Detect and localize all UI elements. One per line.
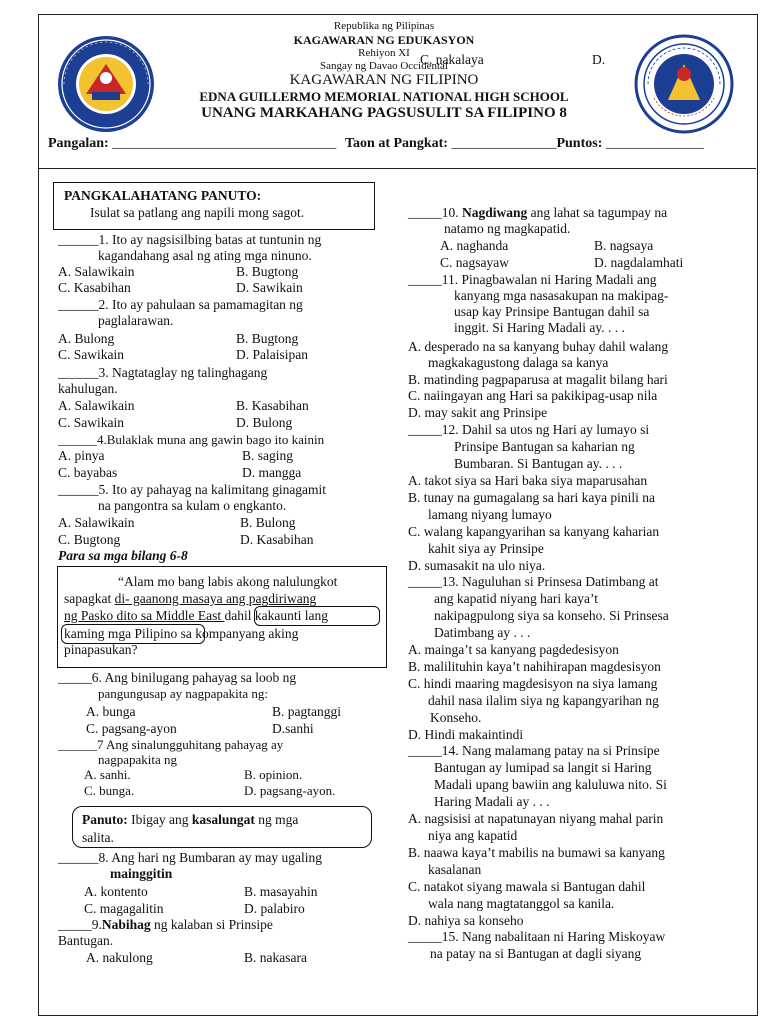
- q6-option-c: C. pagsang-ayon: [86, 721, 177, 736]
- q9-option-a: A. nakulong: [86, 950, 153, 965]
- q10-option-b: B. nagsaya: [594, 238, 654, 253]
- q10-text: ang lahat sa tagumpay na: [527, 205, 668, 220]
- q12-option-c-cont: kahit siya ay Prinsipe: [428, 541, 544, 556]
- passage-line-5: pinapasukan?: [64, 642, 138, 657]
- form-section-field: [345, 136, 704, 152]
- q8-option-c: C. magagalitin: [84, 901, 164, 916]
- q10-stem: [408, 205, 667, 221]
- q2-stem-cont: paglalarawan.: [98, 313, 174, 328]
- section-blank: _______________: [451, 136, 557, 151]
- q14-stem-4: Haring Madali ay . . .: [434, 794, 550, 809]
- q4-option-c: C. bayabas: [58, 465, 118, 480]
- q12-option-b: B. tunay na gumagalang sa hari kaya pinili na: [408, 490, 656, 505]
- panuto-label: Panuto:: [82, 812, 128, 827]
- q11-stem-4: inggit. Si Haring Madali ay. . . .: [454, 320, 625, 335]
- q13-option-d: D. Hindi makaintindi: [408, 727, 524, 742]
- header-republika: Republika ng Pilipinas: [333, 20, 435, 32]
- panuto-text: Ibigay ang: [127, 812, 192, 827]
- q12-stem: _____12. Dahil sa utos ng Hari ay lumayo si: [408, 422, 650, 437]
- q9-text: ng kalaban si Prinsipe: [150, 917, 273, 932]
- q12-option-d: D. sumasakit na ulo niya.: [408, 558, 546, 573]
- q7-stem-cont: nagpapakita ng: [98, 752, 178, 767]
- q11-option-d: D. may sakit ang Prinsipe: [408, 405, 548, 420]
- q1-stem-cont: kagandahang asal ng ating mga ninuno.: [98, 248, 312, 263]
- q8-option-d: D. palabiro: [244, 901, 305, 916]
- passage-text: sapagkat: [64, 591, 115, 606]
- overlap-option-d: D.: [592, 52, 606, 67]
- q1-option-a: A. Salawikain: [58, 264, 135, 279]
- q11-option-c: C. naiingayan ang Hari sa pakikipag-usap nila: [408, 388, 658, 403]
- passage-line-1: “Alam mo bang labis akong nalulungkot: [118, 574, 338, 589]
- q12-option-c: C. walang kapangyarihan sa kanyang kaharian: [408, 524, 660, 539]
- q11-stem-3: usap kay Prinsipe Bantugan dahil sa: [454, 304, 650, 319]
- q2-stem: ______2. Ito ay pahulaan sa pamamagitan ng: [58, 297, 303, 312]
- q2-option-b: B. Bugtong: [236, 331, 299, 346]
- q13-option-a: A. mainga’t sa kanyang pagdedesisyon: [408, 642, 619, 657]
- score-blank: ______________: [605, 136, 704, 151]
- q4-option-d: D. mangga: [242, 465, 302, 480]
- q9-option-b: B. nakasara: [244, 950, 307, 965]
- circled-phrase-outline: [254, 606, 380, 626]
- panuto-line-2: salita.: [82, 830, 114, 845]
- q14-option-a: A. nagsisisi at napatunayan niyang mahal parin: [408, 811, 664, 826]
- q8-keyword: mainggitin: [110, 866, 173, 881]
- q5-option-a: A. Salawikain: [58, 515, 135, 530]
- panuto-keyword: kasalungat: [191, 812, 255, 827]
- panuto-text-end: ng mga: [254, 812, 299, 827]
- q10-stem-cont: natamo ng magkapatid.: [444, 221, 571, 236]
- passage-circled-1: dahil kakaunti lang: [224, 608, 328, 623]
- q5-stem: ______5. Ito ay pahayag na kalimitang ginagamit: [58, 482, 327, 497]
- q3-option-b: B. Kasabihan: [236, 398, 309, 413]
- q5-option-b: B. Bulong: [240, 515, 296, 530]
- q14-option-c: C. natakot siyang mawala si Bantugan dahil: [408, 879, 646, 894]
- q12-option-a: A. takot siya sa Hari baka siya maparusahan: [408, 473, 648, 488]
- q2-option-c: C. Sawikain: [58, 347, 124, 362]
- q8-option-a: A. kontento: [84, 884, 148, 899]
- instructions-text: Isulat sa patlang ang napili mong sagot.: [90, 205, 305, 220]
- circled-phrase-outline-2: [61, 624, 205, 644]
- q4-option-b: B. saging: [242, 448, 294, 463]
- header-rehiyon: Rehiyon XI: [358, 47, 410, 59]
- q15-stem: _____15. Nang nabalitaan ni Haring Miskoyaw: [408, 929, 666, 944]
- q5-stem-cont: na pangontra sa kulam o engkanto.: [98, 498, 287, 513]
- q7-option-c: C. bunga.: [84, 783, 135, 798]
- q13-option-c: C. hindi maaring magdesisyon na siya lamang: [408, 676, 658, 691]
- q12-stem-2: Prinsipe Bantugan sa kaharian ng: [454, 439, 635, 454]
- q3-stem: ______3. Nagtataglay ng talinghagang: [58, 365, 268, 380]
- q5-option-d: D. Kasabihan: [240, 532, 314, 547]
- q14-stem-3: Madali upang bawiin ang kaluluwa nito. Si: [434, 777, 667, 792]
- q7-option-d: D. pagsang-ayon.: [244, 783, 336, 798]
- q8-option-b: B. masayahin: [244, 884, 318, 899]
- passage-line-2: [64, 591, 316, 607]
- q11-option-b: B. matinding pagpaparusa at magalit bilang hari: [408, 372, 668, 387]
- q1-option-d: D. Sawikain: [236, 280, 303, 295]
- q14-option-b: B. naawa kaya’t mabilis na bumawi sa kanyang: [408, 845, 665, 860]
- q7-option-a: A. sanhi.: [84, 767, 131, 782]
- q13-option-c-cont-2: Konseho.: [430, 710, 482, 725]
- q2-option-a: A. Bulong: [58, 331, 115, 346]
- q6-option-b: B. pagtanggi: [272, 704, 341, 719]
- q3-option-c: C. Sawikain: [58, 415, 124, 430]
- header-kagawaran-edukasyon: KAGAWARAN NG EDUKASYON: [293, 33, 475, 47]
- q13-stem-3: nakipagpulong siya sa konseho. Si Prinsesa: [434, 608, 669, 623]
- q10-blank: _____10.: [408, 205, 462, 220]
- q9-stem: [58, 917, 273, 933]
- q10-option-a: A. naghanda: [440, 238, 509, 253]
- q4-option-a: A. pinya: [58, 448, 105, 463]
- q14-option-c-cont: wala nang magtatanggol sa kanila.: [428, 896, 615, 911]
- header-sangay: Sangay ng Davao Occidental: [320, 60, 448, 72]
- q11-option-a: A. desperado na sa kanyang buhay dahil walang: [408, 339, 669, 354]
- header-school-name: EDNA GUILLERMO MEMORIAL NATIONAL HIGH SCHOOL: [199, 89, 569, 104]
- q14-option-b-cont: kasalanan: [428, 862, 482, 877]
- q11-stem-2: kanyang mga nasasakupan na makipag-: [454, 288, 669, 303]
- q1-option-c: C. Kasabihan: [58, 280, 131, 295]
- passage-text-2: sa kompanyang aking: [177, 626, 299, 641]
- instructions-title: PANGKALAHATANG PANUTO:: [64, 188, 262, 203]
- q6-option-a: A. bunga: [86, 704, 136, 719]
- q11-stem: _____11. Pinagbawalan ni Haring Madali ang: [408, 272, 657, 287]
- q2-option-d: D. Palaisipan: [236, 347, 308, 362]
- q6-stem: _____6. Ang binilugang pahayag sa loob ng: [58, 670, 297, 685]
- q10-option-d: D. nagdalamhati: [594, 255, 684, 270]
- q8-stem: ______8. Ang hari ng Bumbaran ay may ugaling: [58, 850, 322, 865]
- q13-option-b: B. malilituhin kaya’t nahihirapan magdesisyon: [408, 659, 661, 674]
- q14-option-d: D. nahiya sa konseho: [408, 913, 524, 928]
- q6-stem-cont: pangungusap ay nagpapakita ng:: [98, 686, 269, 701]
- passage-circled-2: kaming mga Pilipino: [64, 626, 178, 641]
- header-divider: [38, 168, 756, 169]
- q3-option-a: A. Salawikain: [58, 398, 135, 413]
- q13-stem-2: ang kapatid niyang hari kaya’t: [434, 591, 598, 606]
- passage-underlined-2: ng Pasko dito sa Middle East: [64, 608, 225, 623]
- q15-stem-2: na patay na si Bantugan at dagli siyang: [430, 946, 642, 961]
- q14-stem: _____14. Nang malamang patay na si Prinsipe: [408, 743, 660, 758]
- q3-option-d: D. Bulong: [236, 415, 293, 430]
- q5-option-c: C. Bugtong: [58, 532, 121, 547]
- q13-stem-4: Datimbang ay . . .: [434, 625, 531, 640]
- q9-keyword: Nabihag: [101, 917, 151, 932]
- q12-option-b-cont: lamang niyang lumayo: [428, 507, 552, 522]
- score-label: Puntos:: [556, 136, 603, 151]
- q10-option-c: C. nagsayaw: [440, 255, 509, 270]
- q6-option-d: D.sanhi: [272, 721, 314, 736]
- header-kagawaran-filipino: KAGAWARAN NG FILIPINO: [289, 72, 479, 88]
- passage-underlined: di- gaanong masaya ang pagdiriwang: [114, 591, 317, 606]
- q7-stem: ______7 Ang sinalungguhitang pahayag ay: [58, 737, 284, 752]
- name-blank: ________________________________: [112, 136, 337, 151]
- q4-stem: ______4.Bulaklak muna ang gawin bago ito kainin: [58, 432, 325, 447]
- q1-option-b: B. Bugtong: [236, 264, 299, 279]
- name-label: Pangalan:: [48, 136, 109, 151]
- q13-stem: _____13. Naguluhan si Prinsesa Datimbang at: [408, 574, 659, 589]
- q13-option-c-cont: dahil nasa ilalim siya ng kapangyarihan ng: [428, 693, 659, 708]
- q9-stem-cont: Bantugan.: [58, 933, 114, 948]
- q11-option-a-cont: magkakagustong dalaga sa kanya: [428, 355, 609, 370]
- q14-option-a-cont: niya ang kapatid: [428, 828, 518, 843]
- q10-keyword: Nagdiwang: [462, 205, 528, 220]
- q14-stem-2: Bantugan ay lumipad sa langit si Haring: [434, 760, 652, 775]
- q1-stem: ______1. Ito ay nagsisilbing batas at tuntunin ng: [58, 232, 322, 247]
- q3-stem-cont: kahulugan.: [58, 381, 118, 396]
- q12-stem-3: Bumbaran. Si Bantugan ay. . . .: [454, 456, 623, 471]
- para-label: Para sa mga bilang 6-8: [58, 548, 188, 563]
- panuto-line-1: [82, 812, 298, 828]
- section-label: Taon at Pangkat:: [345, 136, 448, 151]
- overlap-option-c: C. nakalaya: [420, 52, 484, 67]
- q9-blank: _____9.: [58, 917, 102, 932]
- q7-option-b: B. opinion.: [244, 767, 303, 782]
- header-exam-title: UNANG MARKAHANG PAGSUSULIT SA FILIPINO 8: [201, 105, 567, 121]
- form-name-field: [48, 136, 336, 152]
